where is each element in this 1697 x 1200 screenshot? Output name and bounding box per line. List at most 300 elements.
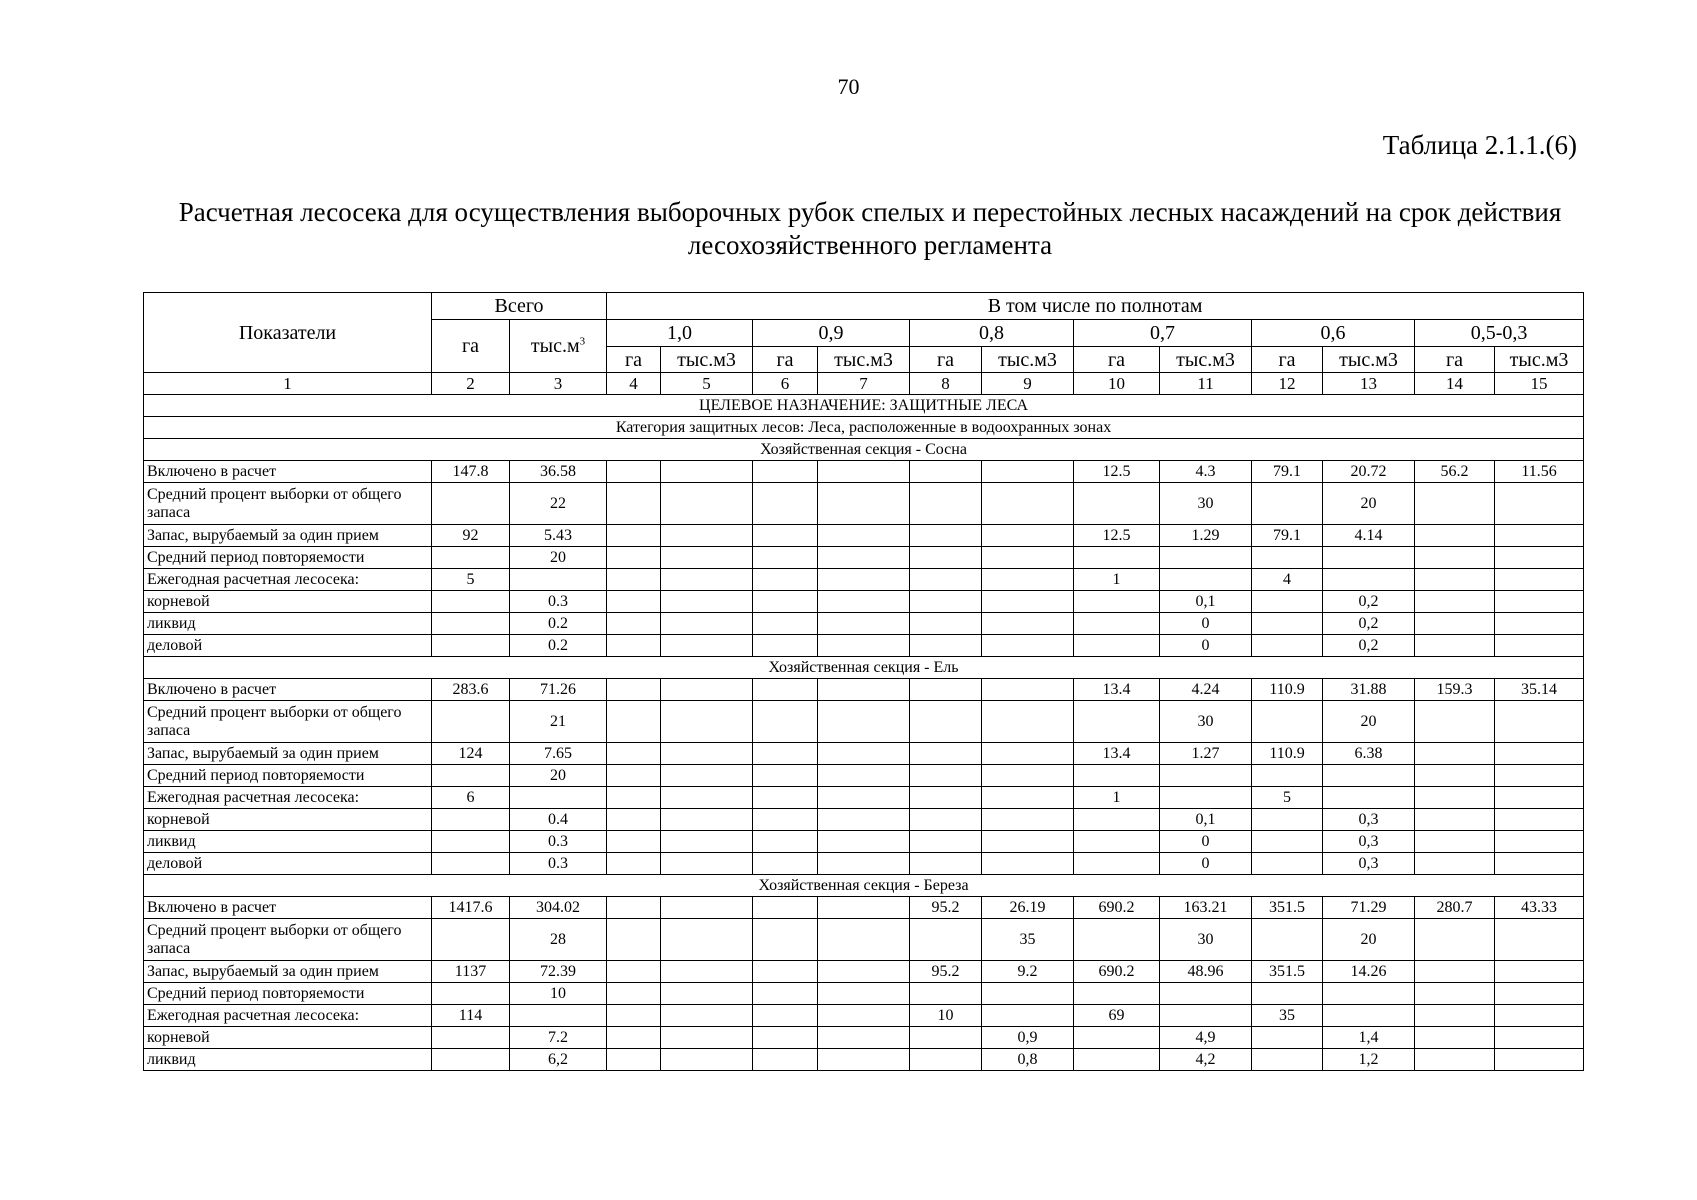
table-cell — [1495, 919, 1584, 961]
table-cell: 6.38 — [1323, 743, 1415, 765]
table-cell — [607, 591, 661, 613]
table-cell — [1074, 635, 1160, 657]
table-cell: 30 — [1160, 483, 1252, 525]
row-label: Средний период повторяемости — [144, 983, 432, 1005]
row-label: деловой — [144, 853, 432, 875]
table-cell — [1252, 765, 1323, 787]
table-cell — [1495, 831, 1584, 853]
table-cell: 10 — [510, 983, 607, 1005]
table-cell — [753, 1005, 818, 1027]
column-number: 6 — [753, 373, 818, 395]
table-cell — [753, 569, 818, 591]
table-cell — [982, 853, 1074, 875]
table-cell — [607, 1005, 661, 1027]
table-cell — [1415, 831, 1495, 853]
row-label: корневой — [144, 809, 432, 831]
table-cell — [910, 483, 982, 525]
header-ha: га — [1074, 347, 1160, 373]
table-cell — [1415, 787, 1495, 809]
table-cell — [818, 743, 910, 765]
table-cell — [432, 483, 510, 525]
table-row — [144, 679, 1584, 701]
volume-unit-sup: 3 — [579, 335, 586, 348]
column-number: 5 — [661, 373, 753, 395]
table-cell: 20.72 — [1323, 461, 1415, 483]
table-cell — [1495, 743, 1584, 765]
table-cell — [432, 701, 510, 743]
table-cell: 159.3 — [1415, 679, 1495, 701]
table-cell — [1160, 765, 1252, 787]
table-cell — [432, 1049, 510, 1071]
table-cell — [432, 765, 510, 787]
table-cell: 30 — [1160, 919, 1252, 961]
table-cell: 0.3 — [510, 831, 607, 853]
table-cell: 69 — [1074, 1005, 1160, 1027]
table-row — [144, 591, 1584, 613]
table-cell — [818, 961, 910, 983]
header-total-ha: га — [432, 320, 510, 373]
table-cell — [1252, 919, 1323, 961]
table-cell — [661, 983, 753, 1005]
table-cell — [982, 787, 1074, 809]
table-cell — [1074, 591, 1160, 613]
table-cell — [1415, 591, 1495, 613]
table-cell — [910, 743, 982, 765]
table-cell — [982, 679, 1074, 701]
table-cell: 304.02 — [510, 897, 607, 919]
table-cell — [1252, 983, 1323, 1005]
table-cell — [818, 919, 910, 961]
table-cell — [910, 853, 982, 875]
header-indicators: Показатели — [144, 293, 432, 373]
column-number: 10 — [1074, 373, 1160, 395]
table-row — [144, 787, 1584, 809]
table-cell — [1074, 1027, 1160, 1049]
table-cell — [1074, 483, 1160, 525]
table-cell — [1495, 635, 1584, 657]
table-cell — [1415, 483, 1495, 525]
table-cell — [982, 461, 1074, 483]
table-cell — [818, 831, 910, 853]
column-number: 15 — [1495, 373, 1584, 395]
table-cell — [910, 591, 982, 613]
table-cell: 1.29 — [1160, 525, 1252, 547]
table-cell — [753, 743, 818, 765]
table-cell: 6,2 — [510, 1049, 607, 1071]
document-title: Расчетная лесосека для осуществления выборочных рубок спелых и перестойных лесных насаждений на срок действия лесохозяйственного регламента — [178, 197, 1562, 260]
table-cell: 4,2 — [1160, 1049, 1252, 1071]
header-density: 0,6 — [1252, 320, 1415, 347]
table-cell — [753, 961, 818, 983]
table-cell — [661, 743, 753, 765]
row-label: деловой — [144, 635, 432, 657]
table-cell — [1415, 1005, 1495, 1027]
table-cell — [432, 809, 510, 831]
header-by-density: В том числе по полнотам — [607, 293, 1584, 320]
table-cell — [910, 809, 982, 831]
table-cell: 1,2 — [1323, 1049, 1415, 1071]
table-cell: 114 — [432, 1005, 510, 1027]
section-heading-row — [144, 875, 1584, 897]
table-cell: 20 — [1323, 701, 1415, 743]
table-cell — [818, 853, 910, 875]
table-cell: 0,1 — [1160, 591, 1252, 613]
table-cell: 5.43 — [510, 525, 607, 547]
table-cell — [1495, 613, 1584, 635]
table-cell: 20 — [510, 765, 607, 787]
table-cell: 5 — [1252, 787, 1323, 809]
table-cell — [1415, 1049, 1495, 1071]
table-cell — [818, 701, 910, 743]
table-cell — [1074, 1049, 1160, 1071]
table-cell — [1323, 547, 1415, 569]
table-cell — [753, 765, 818, 787]
table-cell — [432, 547, 510, 569]
table-cell — [1252, 1027, 1323, 1049]
table-cell — [661, 1005, 753, 1027]
table-row — [144, 961, 1584, 983]
table-cell: 14.26 — [1323, 961, 1415, 983]
table-cell — [910, 1049, 982, 1071]
table-row — [144, 831, 1584, 853]
table-cell: 10 — [910, 1005, 982, 1027]
table-cell — [661, 679, 753, 701]
table-cell — [432, 613, 510, 635]
table-row — [144, 809, 1584, 831]
table-cell — [753, 613, 818, 635]
section-heading: Хозяйственная секция - Береза — [144, 875, 1584, 897]
table-cell — [910, 1027, 982, 1049]
table-cell — [1495, 701, 1584, 743]
row-label: Запас, вырубаемый за один прием — [144, 743, 432, 765]
table-cell — [661, 635, 753, 657]
table-cell — [1252, 591, 1323, 613]
table-cell — [910, 461, 982, 483]
table-cell: 1 — [1074, 569, 1160, 591]
table-cell — [753, 591, 818, 613]
table-cell — [818, 787, 910, 809]
table-cell — [982, 613, 1074, 635]
table-cell: 35 — [982, 919, 1074, 961]
table-cell — [1074, 983, 1160, 1005]
table-cell: 20 — [510, 547, 607, 569]
table-cell: 110.9 — [1252, 679, 1323, 701]
table-cell: 36.58 — [510, 461, 607, 483]
column-number: 14 — [1415, 373, 1495, 395]
table-row — [144, 897, 1584, 919]
table-cell — [818, 613, 910, 635]
row-label: Средний процент выборки от общего запаса — [144, 483, 432, 525]
row-label: Средний период повторяемости — [144, 765, 432, 787]
table-cell — [982, 525, 1074, 547]
table-row — [144, 853, 1584, 875]
table-cell — [1074, 853, 1160, 875]
table-cell: 95.2 — [910, 897, 982, 919]
table-cell — [1495, 765, 1584, 787]
table-cell — [910, 547, 982, 569]
table-cell: 0,3 — [1323, 809, 1415, 831]
table-cell — [432, 591, 510, 613]
table-cell — [818, 525, 910, 547]
table-cell — [1252, 483, 1323, 525]
table-cell — [818, 635, 910, 657]
table-cell — [607, 461, 661, 483]
table-cell — [432, 831, 510, 853]
row-label: Ежегодная расчетная лесосека: — [144, 787, 432, 809]
table-cell — [910, 701, 982, 743]
column-number: 13 — [1323, 373, 1415, 395]
table-cell — [910, 613, 982, 635]
table-cell: 4.3 — [1160, 461, 1252, 483]
table-cell: 147.8 — [432, 461, 510, 483]
row-label: Ежегодная расчетная лесосека: — [144, 1005, 432, 1027]
header-volume: тыс.м3 — [1323, 347, 1415, 373]
row-label: корневой — [144, 1027, 432, 1049]
row-label: Средний процент выборки от общего запаса — [144, 701, 432, 743]
table-cell: 0.3 — [510, 853, 607, 875]
table-cell: 0.4 — [510, 809, 607, 831]
table-cell: 1 — [1074, 787, 1160, 809]
table-cell — [1074, 547, 1160, 569]
table-row — [144, 635, 1584, 657]
table-cell: 9.2 — [982, 961, 1074, 983]
section-heading: Хозяйственная секция - Сосна — [144, 439, 1584, 461]
table-cell — [982, 1005, 1074, 1027]
purpose-heading: ЦЕЛЕВОЕ НАЗНАЧЕНИЕ: ЗАЩИТНЫЕ ЛЕСА — [144, 395, 1584, 417]
table-cell: 28 — [510, 919, 607, 961]
table-cell: 163.21 — [1160, 897, 1252, 919]
table-cell — [1415, 613, 1495, 635]
table-cell — [607, 765, 661, 787]
table-cell: 4,9 — [1160, 1027, 1252, 1049]
header-ha: га — [1252, 347, 1323, 373]
row-label: Средний процент выборки от общего запаса — [144, 919, 432, 961]
table-cell — [818, 547, 910, 569]
table-cell — [1415, 853, 1495, 875]
table-cell — [661, 525, 753, 547]
table-row — [144, 983, 1584, 1005]
table-cell — [661, 961, 753, 983]
table-cell: 124 — [432, 743, 510, 765]
table-cell: 0.2 — [510, 613, 607, 635]
table-cell: 0,3 — [1323, 853, 1415, 875]
table-cell — [910, 635, 982, 657]
header-ha: га — [753, 347, 818, 373]
table-cell — [818, 1005, 910, 1027]
table-cell — [661, 919, 753, 961]
column-number: 2 — [432, 373, 510, 395]
table-cell — [1415, 1027, 1495, 1049]
table-cell: 12.5 — [1074, 525, 1160, 547]
column-number: 9 — [982, 373, 1074, 395]
table-cell — [982, 743, 1074, 765]
table-cell — [1495, 483, 1584, 525]
table-cell — [432, 1027, 510, 1049]
table-cell — [607, 525, 661, 547]
table-cell: 1.27 — [1160, 743, 1252, 765]
table-cell — [1252, 613, 1323, 635]
table-cell: 71.26 — [510, 679, 607, 701]
table-cell — [1074, 809, 1160, 831]
table-cell — [510, 1005, 607, 1027]
table-cell — [432, 853, 510, 875]
table-cell — [1074, 919, 1160, 961]
table-cell — [661, 809, 753, 831]
row-label: ликвид — [144, 1049, 432, 1071]
table-cell — [1495, 1049, 1584, 1071]
table-cell — [910, 919, 982, 961]
header-volume: тыс.м3 — [1495, 347, 1584, 373]
header-density: 0,8 — [910, 320, 1074, 347]
column-number: 3 — [510, 373, 607, 395]
table-cell — [753, 701, 818, 743]
table-cell: 0,9 — [982, 1027, 1074, 1049]
table-cell: 351.5 — [1252, 897, 1323, 919]
header-density: 0,9 — [753, 320, 910, 347]
header-total-volume — [510, 320, 607, 373]
table-cell — [1415, 701, 1495, 743]
table-cell — [661, 831, 753, 853]
table-row — [144, 547, 1584, 569]
table-row — [144, 1027, 1584, 1049]
table-cell: 690.2 — [1074, 961, 1160, 983]
table-cell — [753, 483, 818, 525]
table-cell — [432, 635, 510, 657]
table-cell: 280.7 — [1415, 897, 1495, 919]
table-cell — [607, 919, 661, 961]
table-cell: 0,3 — [1323, 831, 1415, 853]
table-label: Таблица 2.1.1.(6) — [1382, 130, 1577, 160]
row-label: Запас, вырубаемый за один прием — [144, 961, 432, 983]
table-cell — [753, 831, 818, 853]
table-cell: 1137 — [432, 961, 510, 983]
table-cell — [607, 983, 661, 1005]
column-number: 8 — [910, 373, 982, 395]
table-cell: 0,2 — [1323, 613, 1415, 635]
table-cell — [1074, 701, 1160, 743]
row-label: Включено в расчет — [144, 679, 432, 701]
table-cell — [982, 701, 1074, 743]
table-cell — [753, 1049, 818, 1071]
table-cell — [1495, 591, 1584, 613]
table-cell: 30 — [1160, 701, 1252, 743]
header-volume: тыс.м3 — [818, 347, 910, 373]
row-label: Включено в расчет — [144, 461, 432, 483]
table-cell: 7.65 — [510, 743, 607, 765]
table-cell: 92 — [432, 525, 510, 547]
table-cell — [1252, 831, 1323, 853]
felling-table — [143, 292, 1584, 1071]
row-label: ликвид — [144, 613, 432, 635]
table-cell — [818, 1027, 910, 1049]
header-density: 0,5-0,3 — [1415, 320, 1584, 347]
table-cell — [1252, 853, 1323, 875]
table-cell — [1415, 743, 1495, 765]
table-cell — [1415, 569, 1495, 591]
table-cell — [818, 809, 910, 831]
table-cell — [1252, 635, 1323, 657]
table-cell — [1495, 809, 1584, 831]
table-cell — [1160, 983, 1252, 1005]
table-row — [144, 701, 1584, 743]
table-cell — [661, 701, 753, 743]
table-cell — [661, 483, 753, 525]
table-cell: 26.19 — [982, 897, 1074, 919]
table-cell — [661, 853, 753, 875]
section-heading: Хозяйственная секция - Ель — [144, 657, 1584, 679]
table-cell: 20 — [1323, 483, 1415, 525]
table-cell — [910, 831, 982, 853]
table-cell: 0 — [1160, 853, 1252, 875]
table-cell — [818, 679, 910, 701]
table-cell — [607, 635, 661, 657]
header-volume: тыс.м3 — [1160, 347, 1252, 373]
table-cell — [1415, 525, 1495, 547]
table-cell: 283.6 — [432, 679, 510, 701]
table-cell: 4.24 — [1160, 679, 1252, 701]
table-cell — [1415, 765, 1495, 787]
table-cell — [1252, 809, 1323, 831]
table-cell — [1252, 547, 1323, 569]
table-cell: 0,1 — [1160, 809, 1252, 831]
table-cell: 0 — [1160, 831, 1252, 853]
table-cell — [753, 1027, 818, 1049]
table-cell — [1160, 569, 1252, 591]
table-cell: 43.33 — [1495, 897, 1584, 919]
table-cell — [753, 853, 818, 875]
table-cell — [1323, 1005, 1415, 1027]
table-cell — [982, 547, 1074, 569]
table-cell — [910, 787, 982, 809]
table-cell — [1495, 853, 1584, 875]
table-cell: 1,4 — [1323, 1027, 1415, 1049]
table-cell: 11.56 — [1495, 461, 1584, 483]
table-cell — [818, 569, 910, 591]
table-cell — [910, 679, 982, 701]
table-cell — [1495, 525, 1584, 547]
table-cell — [510, 569, 607, 591]
table-cell: 0 — [1160, 613, 1252, 635]
table-cell — [607, 743, 661, 765]
table-row — [144, 613, 1584, 635]
table-cell — [607, 483, 661, 525]
table-cell — [982, 635, 1074, 657]
table-cell — [753, 919, 818, 961]
header-ha: га — [1415, 347, 1495, 373]
table-cell — [818, 983, 910, 1005]
table-cell — [1495, 569, 1584, 591]
table-row — [144, 461, 1584, 483]
table-cell — [753, 983, 818, 1005]
table-cell — [607, 853, 661, 875]
table-cell — [1495, 547, 1584, 569]
table-cell: 13.4 — [1074, 679, 1160, 701]
table-cell: 12.5 — [1074, 461, 1160, 483]
table-cell — [607, 679, 661, 701]
table-cell — [753, 809, 818, 831]
table-cell: 0,2 — [1323, 591, 1415, 613]
table-cell — [1160, 1005, 1252, 1027]
table-cell: 56.2 — [1415, 461, 1495, 483]
table-cell — [910, 765, 982, 787]
table-row — [144, 919, 1584, 961]
table-cell — [607, 897, 661, 919]
table-cell — [982, 483, 1074, 525]
column-numbers-row — [144, 373, 1584, 395]
table-cell — [1252, 701, 1323, 743]
table-cell — [607, 961, 661, 983]
table-cell: 4.14 — [1323, 525, 1415, 547]
